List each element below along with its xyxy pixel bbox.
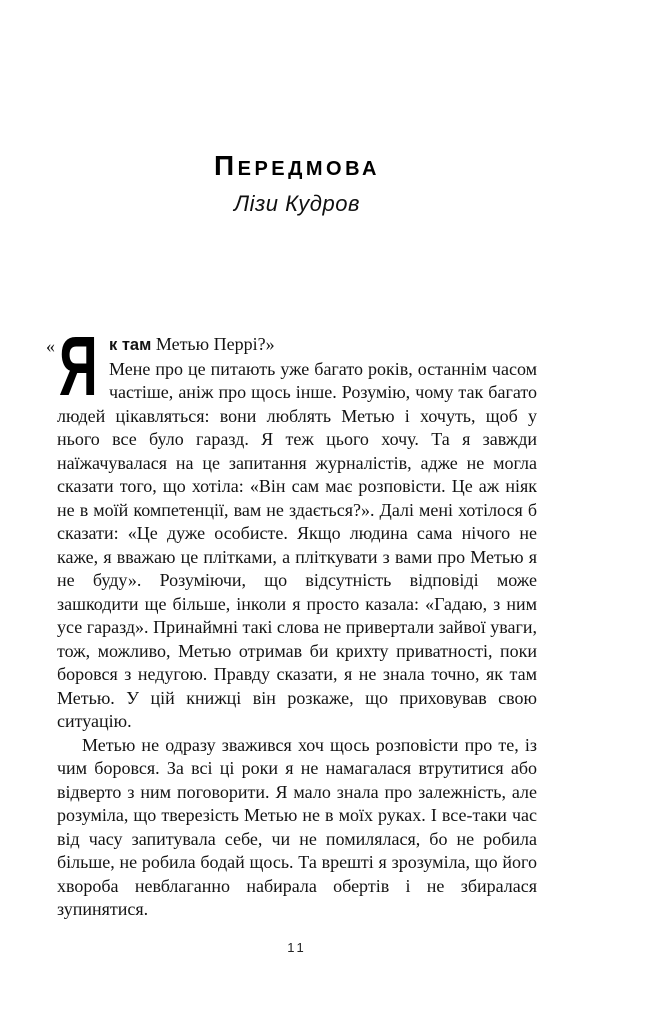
- chapter-author: Лізи Кудров: [234, 191, 360, 216]
- text-block: [46, 0, 537, 1024]
- drop-cap-group: [46, 319, 101, 413]
- body-text: [46, 319, 537, 922]
- opening-quote-mark: «: [46, 336, 55, 356]
- paragraph-second: Метью не одразу зважився хоч щось розповісти про те, із чим боровся. За всі ці роки я не намагалася втрутитися або відверто з ним поговорити. Я мало знала про залежність, але розуміла, що тверезість Метью не в моїх руках. І все-таки час від часу запитувала себе, чи не помилялася, бо не робила більше, не робила бодай щось. Та врешті я зрозуміла, що його хвороба невблаганно набирала обертів і не збиралася зупинятися.: [57, 734, 537, 919]
- paragraph-first: [57, 333, 537, 734]
- drop-cap-letter: Я: [59, 319, 98, 413]
- chapter-title: ПЕРЕДМОВА: [214, 150, 380, 181]
- page-number: 11: [287, 940, 307, 955]
- paragraph-first-text: Мене про це питають уже багато років, останнім часом частіше, аніж про щось інше. Розумію, чому так багато людей цікавляться: вони люблять Метью і хочуть, щоб у нього все було гаразд. Я теж цього хочу. Та я завжди наїжачувалася на це запитання журналістів, адже не могла сказати того, що хотіла: «Він сам має розповісти. Це аж ніяк не в моїй компетенції, вам не здається?». Далі мені хотілося б сказати: «Це дуже особисте. Якщо людина сама нічого не каже, я вважаю це плітками, а пліткувати з вами про Метью я не буду». Розуміючи, що відсутність відповіді може зашкодити ще більше, інколи я просто казала: «Гадаю, з ним усе гаразд». Принаймні такі слова не привертали зайвої уваги, тож, можливо, Метью отримав би крихту приватності, поки боровся з недугою. Правду сказати, я не знала точно, як там Метью. У цій книжці він розкаже, що приховував свою ситуацію.: [57, 358, 537, 731]
- quote-rest-text: Метью Перрі?»: [151, 334, 275, 354]
- quote-bold-text: к там: [109, 336, 152, 354]
